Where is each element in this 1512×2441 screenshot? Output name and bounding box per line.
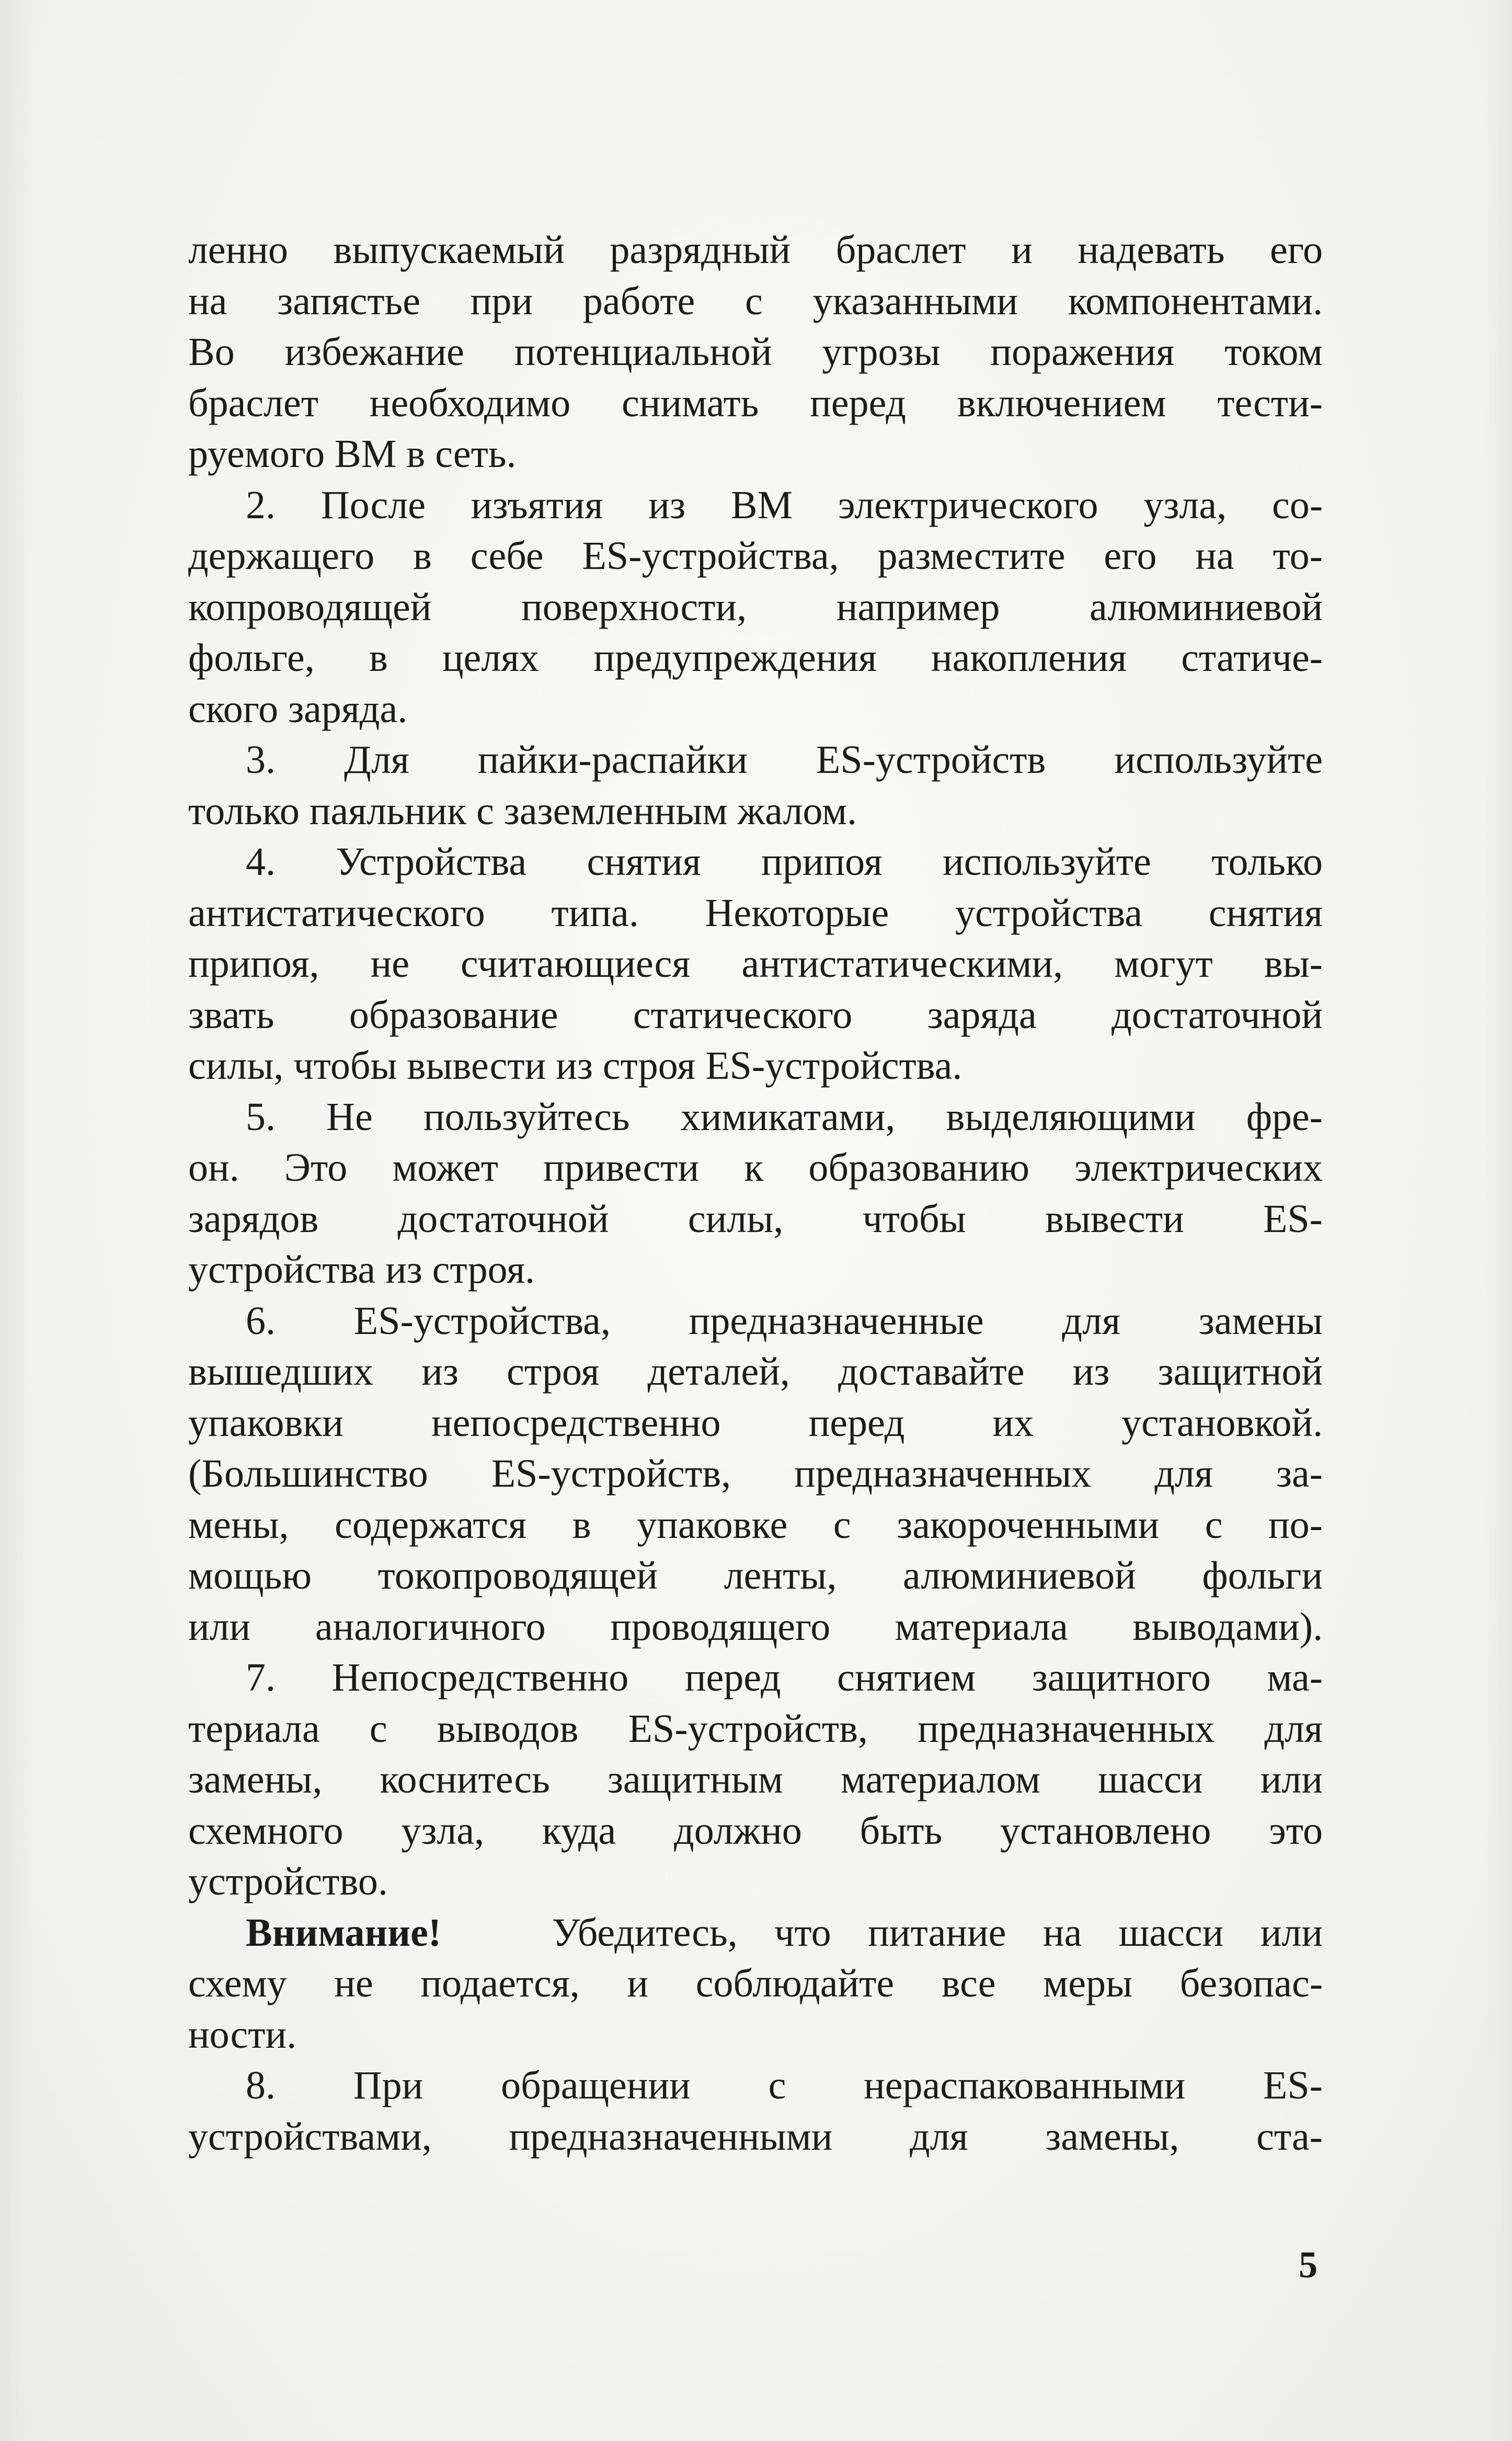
text-line: мены, содержатся в упаковке с закороченными с по- <box>188 1502 1323 1547</box>
text-line: (Большинство ES-устройств, предназначенных для за- <box>188 1452 1323 1496</box>
text-line: Во избежание потенциальной угрозы поражения током <box>188 330 1323 374</box>
page-number: 5 <box>1299 2244 1318 2286</box>
text-line: звать образование статического заряда достаточной <box>188 993 1323 1037</box>
page-edge-shadow-right <box>1486 0 1512 2441</box>
text-line: устройство. <box>188 1860 388 1903</box>
text-line: мощью токопроводящей ленты, алюминиевой фольги <box>188 1554 1323 1598</box>
text-line: припоя, не считающиеся антистатическими, могут вы- <box>188 942 1323 986</box>
text-line: ского заряда. <box>188 687 408 731</box>
text-line: замены, коснитесь защитным материалом шасси или <box>188 1758 1323 1801</box>
text-line: на запястье при работе с указанными компонентами. <box>188 279 1323 323</box>
body-text <box>188 225 1323 2162</box>
text-line: 2. После изъятия из ВМ электрического узла, со- <box>246 483 1323 527</box>
warning-line: ности. <box>188 2012 297 2057</box>
text-line: или аналогичного проводящего материала выводами). <box>188 1604 1323 1649</box>
text-line: вышедших из строя деталей, доставайте из защитной <box>188 1350 1323 1394</box>
text-line: он. Это может привести к образованию электрических <box>188 1146 1323 1190</box>
text-line: фольге, в целях предупреждения накопления статиче- <box>188 636 1323 680</box>
warning-line: схему не подается, и соблюдайте все меры безопас- <box>188 1961 1323 2005</box>
text-line: схемного узла, куда должно быть установлено это <box>188 1808 1323 1853</box>
text-line: руемого ВМ в сеть. <box>188 432 517 476</box>
text-line: 8. При обращении с нераспакованными ES- <box>246 2063 1323 2107</box>
text-line: 7. Непосредственно перед снятием защитного ма- <box>246 1656 1323 1699</box>
main-paragraphs <box>188 225 1323 1908</box>
text-line: силы, чтобы вывести из строя ES-устройства. <box>188 1044 963 1088</box>
text-line: устройствами, предназначенными для замены, ста- <box>188 2114 1323 2159</box>
text-line: упаковки непосредственно перед их установкой. <box>188 1400 1323 1445</box>
text-line: держащего в себе ES-устройства, разместите его на то- <box>188 534 1323 578</box>
text-line: 5. Не пользуйтесь химикатами, выделяющими фре- <box>246 1094 1323 1139</box>
text-line: устройства из строя. <box>188 1248 535 1292</box>
warning-paragraph <box>188 1908 1323 2061</box>
warning-first-line-text: Убедитесь, что питание на шасси или <box>552 1910 1323 1955</box>
text-line: браслет необходимо снимать перед включением тести- <box>188 381 1323 425</box>
text-line: зарядов достаточной силы, чтобы вывести ES- <box>188 1196 1323 1241</box>
warning-first-line <box>188 1908 1323 1959</box>
text-line: териала с выводов ES-устройств, предназначенных для <box>188 1706 1323 1751</box>
warning-label: Внимание! <box>246 1910 442 1955</box>
page-edge-shadow-left <box>0 0 31 2441</box>
text-line: 6. ES-устройства, предназначенные для замены <box>246 1298 1323 1343</box>
text-line: ленно выпускаемый разрядный браслет и надевать его <box>188 228 1323 272</box>
text-line: копроводящей поверхности, например алюминиевой <box>188 585 1323 629</box>
paragraph-8 <box>188 2060 1323 2162</box>
text-line: 4. Устройства снятия припоя используйте только <box>246 840 1323 884</box>
text-line: 3. Для пайки-распайки ES-устройств используйте <box>246 738 1323 782</box>
text-line: антистатического типа. Некоторые устройства снятия <box>188 891 1323 935</box>
text-line: только паяльник с заземленным жалом. <box>188 789 857 833</box>
